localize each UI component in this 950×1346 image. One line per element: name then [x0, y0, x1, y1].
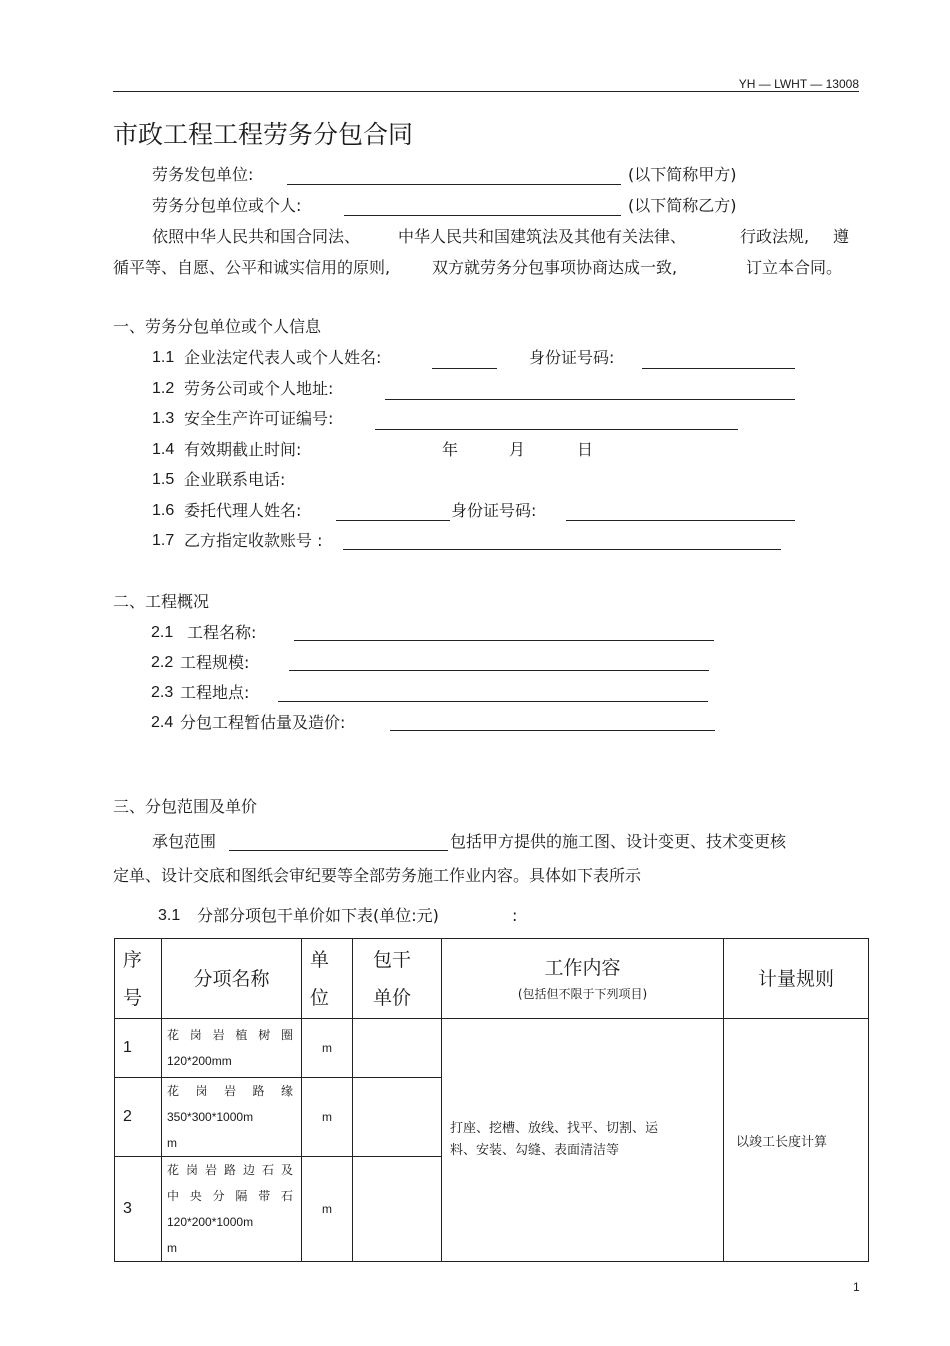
header-note: (包括但不限于下列项目) — [517, 986, 648, 1001]
row-item-name — [162, 1078, 302, 1157]
project-location-blank[interactable] — [278, 701, 708, 702]
header-text: 工作内容 — [544, 956, 621, 979]
unit-price-caption: 分部分项包干单价如下表(单位:元) — [197, 906, 439, 925]
item-number: 2.4 — [151, 714, 174, 731]
work-content-line: 料、安装、勾缝、表面清洁等 — [450, 1143, 620, 1158]
header-work-content — [442, 939, 724, 1019]
header-measure-rule — [724, 939, 869, 1019]
header-text: 号 — [123, 986, 143, 1009]
section-3-heading: 三、分包范围及单价 — [113, 797, 258, 816]
phone-label: 企业联系电话: — [184, 470, 286, 489]
account-label: 乙方指定收款账号 : — [184, 531, 323, 550]
row-unit: m — [302, 1019, 353, 1078]
expiry-day: 日 — [577, 440, 594, 459]
item-name-line: 120*200*1000m — [167, 1215, 254, 1229]
contractor-blank[interactable] — [344, 215, 621, 216]
table-row — [115, 1019, 869, 1078]
header-unit — [302, 939, 353, 1019]
legal-rep-label: 企业法定代表人或个人姓名: — [184, 348, 382, 367]
preamble-segment: 订立本合同。 — [746, 258, 843, 277]
contractor-label: 劳务分包单位或个人: — [152, 196, 302, 215]
header-rule — [113, 91, 859, 92]
row-item-name — [162, 1019, 302, 1078]
item-name-line: 120*200mm — [167, 1054, 232, 1068]
estimate-label: 分包工程暂估量及造价: — [180, 713, 346, 732]
expiry-year: 年 — [442, 440, 459, 459]
header-text: 包干 — [373, 948, 412, 971]
employer-label: 劳务发包单位: — [152, 165, 254, 184]
scope-blank[interactable] — [229, 850, 448, 851]
item-number: 2.2 — [151, 654, 174, 671]
row-item-name — [162, 1157, 302, 1262]
project-scale-blank[interactable] — [289, 670, 709, 671]
item-number: 1.1 — [152, 349, 175, 366]
table-header-row — [115, 939, 869, 1019]
measure-rule-cell: 以竣工长度计算 — [724, 1019, 869, 1262]
item-number: 1.6 — [152, 502, 175, 519]
header-seq — [115, 939, 162, 1019]
preamble-segment: 行政法规, — [740, 227, 810, 246]
header-item-name — [162, 939, 302, 1019]
license-blank[interactable] — [375, 429, 738, 430]
estimate-blank[interactable] — [390, 730, 715, 731]
agent-name-blank[interactable] — [336, 520, 450, 521]
preamble-segment: 双方就劳务分包事项协商达成一致, — [432, 258, 678, 277]
document-code: YH — LWHT — 13008 — [738, 77, 859, 91]
address-label: 劳务公司或个人地址: — [184, 379, 334, 398]
project-name-blank[interactable] — [294, 640, 714, 641]
row-seq: 3 — [115, 1157, 162, 1262]
row-price[interactable] — [353, 1078, 442, 1157]
legal-rep-id-label: 身份证号码: — [529, 348, 615, 367]
agent-id-blank[interactable] — [566, 520, 795, 521]
section-1-heading: 一、劳务分包单位或个人信息 — [113, 317, 322, 336]
header-text: 分项名称 — [193, 967, 270, 990]
item-number: 2.3 — [151, 684, 174, 701]
agent-name-label: 委托代理人姓名: — [184, 501, 302, 520]
item-number: 2.1 — [151, 624, 174, 641]
scope-text: 包括甲方提供的施工图、设计变更、技术变更核 — [450, 832, 787, 851]
item-name-line: m — [167, 1136, 177, 1150]
account-blank[interactable] — [343, 549, 781, 550]
project-scale-label: 工程规模: — [180, 653, 250, 672]
legal-rep-blank[interactable] — [432, 368, 497, 369]
header-text: 序 — [123, 948, 143, 971]
work-content-cell — [442, 1019, 724, 1262]
item-name-line: 中 央 分 隔 带 石 — [167, 1189, 293, 1203]
item-number: 1.7 — [152, 532, 175, 549]
address-blank[interactable] — [385, 399, 795, 400]
work-content-line: 打座、挖槽、放线、找平、切割、运 — [450, 1121, 659, 1136]
item-name-line: 350*300*1000m — [167, 1110, 254, 1124]
row-price[interactable] — [353, 1019, 442, 1078]
contractor-suffix: (以下简称乙方) — [628, 196, 737, 215]
header-price — [353, 939, 442, 1019]
license-label: 安全生产许可证编号: — [184, 409, 334, 428]
item-name-line: m — [167, 1241, 177, 1255]
header-text: 单 — [310, 948, 330, 971]
caption-colon: : — [512, 906, 518, 925]
scope-label: 承包范围 — [152, 832, 217, 851]
scope-text: 定单、设计交底和图纸会审纪要等全部劳务施工作业内容。具体如下表所示 — [113, 866, 642, 885]
item-number: 1.2 — [152, 380, 175, 397]
page-title: 市政工程工程劳务分包合同 — [113, 120, 414, 149]
project-location-label: 工程地点: — [180, 683, 250, 702]
legal-rep-id-blank[interactable] — [642, 368, 795, 369]
agent-id-label: 身份证号码: — [451, 501, 537, 520]
item-number: 1.3 — [152, 410, 175, 427]
row-unit: m — [302, 1157, 353, 1262]
expiry-label: 有效期截止时间: — [184, 440, 302, 459]
item-number: 3.1 — [158, 907, 181, 924]
project-name-label: 工程名称: — [187, 623, 257, 642]
header-text: 位 — [310, 986, 330, 1009]
unit-price-table — [114, 938, 869, 1262]
header-text: 计量规则 — [757, 967, 834, 990]
section-2-heading: 二、工程概况 — [113, 592, 210, 611]
row-price[interactable] — [353, 1157, 442, 1262]
preamble-segment: 中华人民共和国建筑法及其他有关法律、 — [398, 227, 687, 246]
item-number: 1.5 — [152, 471, 175, 488]
employer-blank[interactable] — [287, 184, 621, 185]
item-number: 1.4 — [152, 441, 175, 458]
preamble-segment: 循平等、自愿、公平和诚实信用的原则, — [113, 258, 391, 277]
expiry-month: 月 — [509, 440, 526, 459]
page-number: 1 — [853, 1280, 860, 1294]
preamble-segment: 依照中华人民共和国合同法、 — [152, 227, 361, 246]
item-name-line: 花岗岩路边石及 — [167, 1163, 293, 1177]
header-text: 单价 — [373, 986, 412, 1009]
row-seq: 2 — [115, 1078, 162, 1157]
employer-suffix: (以下简称甲方) — [628, 165, 737, 184]
item-name-line: 花 岗 岩 植 树 圈 — [167, 1028, 293, 1042]
preamble-segment: 遵 — [833, 227, 850, 246]
row-seq: 1 — [115, 1019, 162, 1078]
row-unit: m — [302, 1078, 353, 1157]
item-name-line: 花 岗 岩 路 缘 — [167, 1084, 293, 1098]
